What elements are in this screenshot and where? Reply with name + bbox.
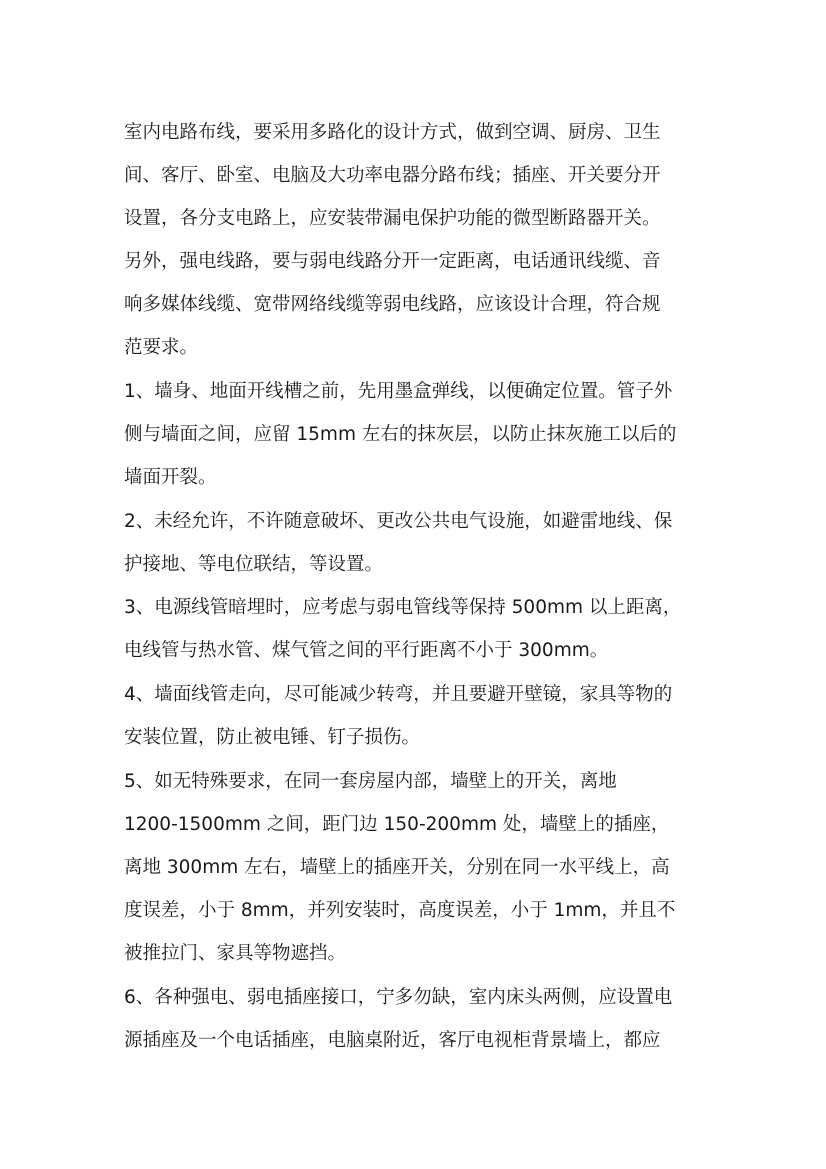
text-line: 范要求。 xyxy=(124,337,199,358)
text-line: 源插座及一个电话插座，电脑桌附近，客厅电视柜背景墙上，都应 xyxy=(124,1030,661,1051)
text-line: 响多媒体线缆、宽带网络线缆等弱电线路，应该设计合理，符合规 xyxy=(124,294,661,315)
text-line: 1、墙身、地面开线槽之前，先用墨盒弹线，以便确定位置。管子外 xyxy=(124,381,673,402)
text-line: 护接地、等电位联结，等设置。 xyxy=(124,554,384,575)
text-line: 4、墙面线管走向，尽可能减少转弯，并且要避开壁镜，家具等物的 xyxy=(124,684,673,705)
text-line: 另外，强电线路，要与弱电线路分开一定距离，电话通讯线缆、音 xyxy=(124,251,661,272)
text-line: 电线管与热水管、煤气管之间的平行距离不小于 300mm。 xyxy=(124,640,609,661)
text-line: 侧与墙面之间，应留 15mm 左右的抹灰层，以防止抹灰施工以后的 xyxy=(124,424,677,445)
text-line: 3、电源线管暗埋时，应考虑与弱电管线等保持 500mm 以上距离， xyxy=(124,597,682,618)
text-line: 5、如无特殊要求，在同一套房屋内部，墙壁上的开关，离地 xyxy=(124,771,617,792)
text-line: 墙面开裂。 xyxy=(124,467,217,488)
text-line: 被推拉门、家具等物遮挡。 xyxy=(124,943,347,964)
text-line: 离地 300mm 左右，墙壁上的插座开关，分别在同一水平线上，高 xyxy=(124,857,670,878)
text-line: 安装位置，防止被电锤、钉子损伤。 xyxy=(124,727,421,748)
text-line: 1200-1500mm 之间，距门边 150-200mm 处，墙壁上的插座， xyxy=(124,814,670,835)
text-line: 6、各种强电、弱电插座接口，宁多勿缺，室内床头两侧，应设置电 xyxy=(124,987,673,1008)
text-line: 度误差，小于 8mm，并列安装时，高度误差，小于 1mm，并且不 xyxy=(124,900,676,921)
text-line: 间、客厅、卧室、电脑及大功率电器分路布线；插座、开关要分开 xyxy=(124,165,661,186)
text-line: 2、未经允许，不许随意破坏、更改公共电气设施，如避雷地线、保 xyxy=(124,511,673,532)
text-line: 室内电路布线，要采用多路化的设计方式，做到空调、厨房、卫生 xyxy=(124,122,661,143)
text-line: 设置，各分支电路上，应安装带漏电保护功能的微型断路器开关。 xyxy=(124,208,661,229)
